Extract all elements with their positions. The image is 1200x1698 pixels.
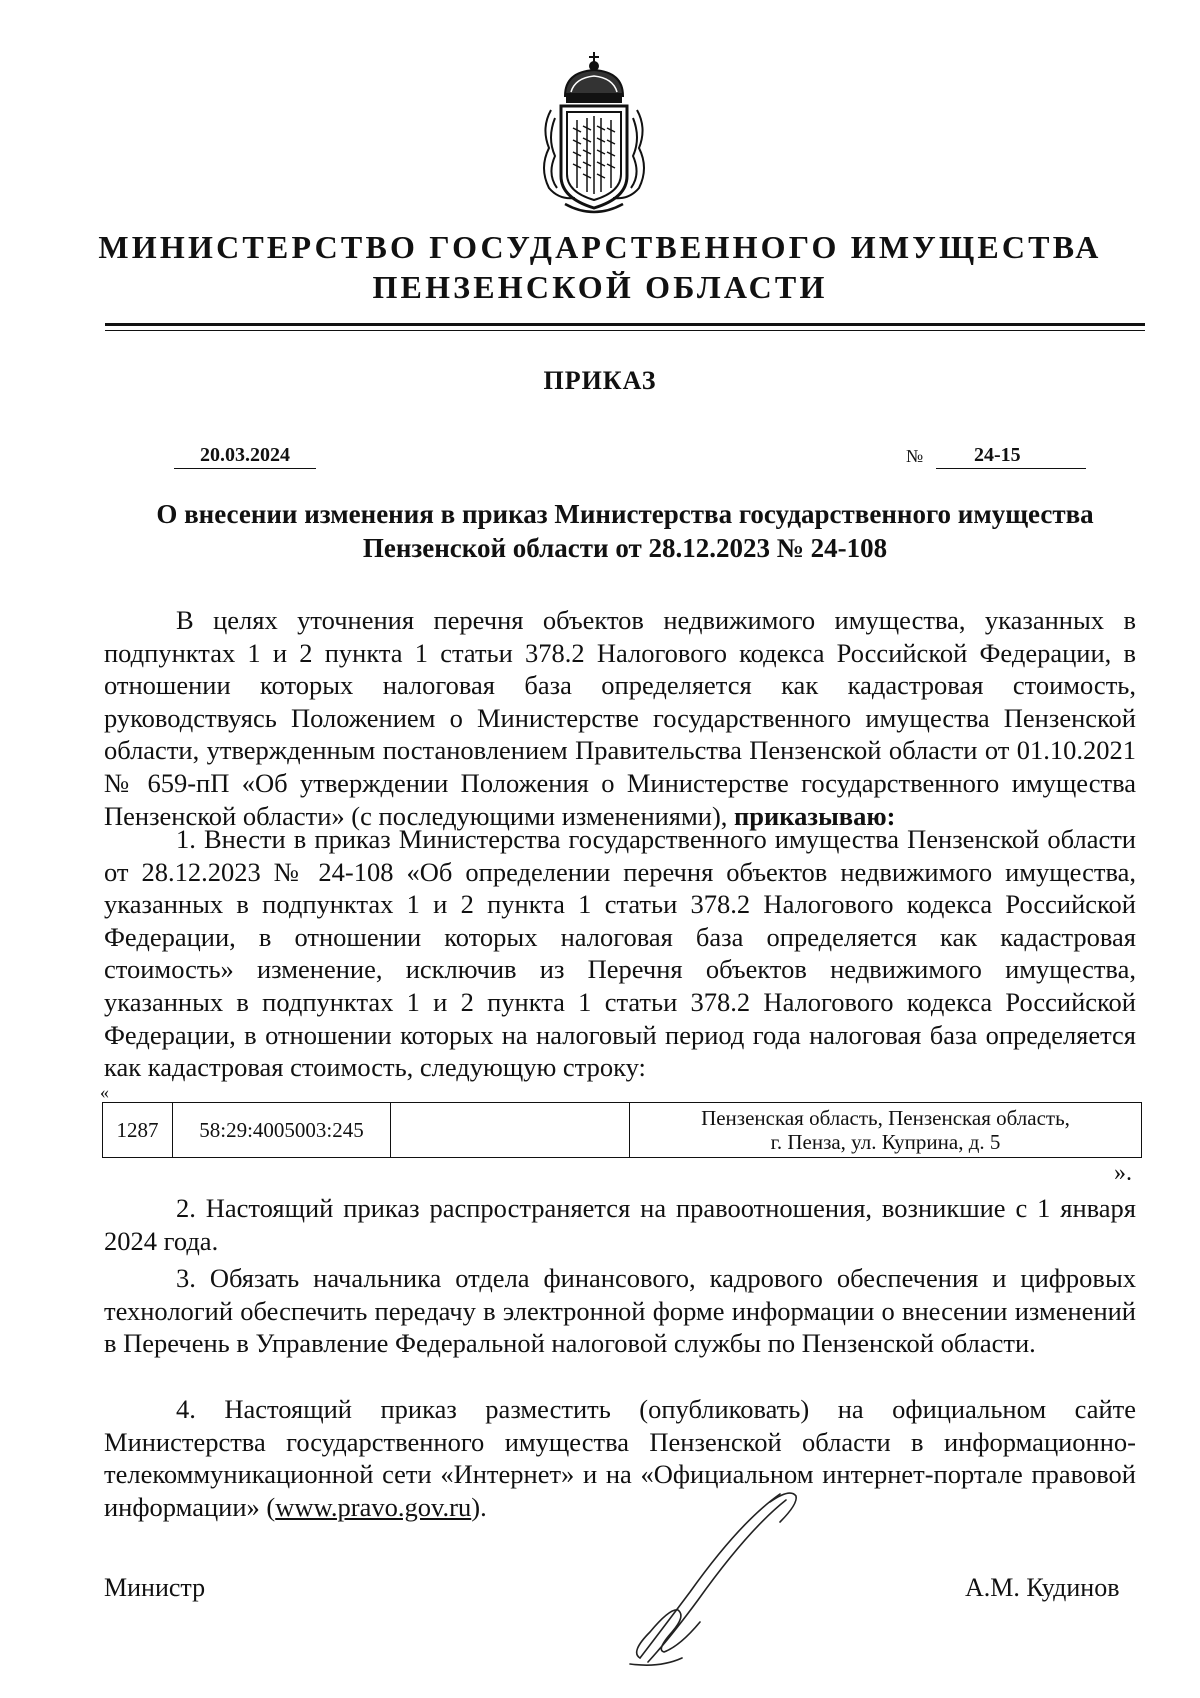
item-2-block bbox=[104, 1192, 1136, 1257]
order-date: 20.03.2024 bbox=[174, 444, 316, 469]
signature-icon bbox=[620, 1482, 820, 1672]
empty-cell bbox=[391, 1103, 630, 1158]
preamble-paragraph bbox=[104, 604, 1136, 832]
signer-role: Министр bbox=[104, 1573, 206, 1602]
header-rule-thin bbox=[105, 330, 1145, 331]
order-subject: О внесении изменения в приказ Министерства государственного имущества Пензенской области от 28.12.2023 № 24-108 bbox=[156, 499, 1094, 563]
preamble-decision: приказываю: bbox=[734, 800, 896, 831]
item-4-end: ). bbox=[471, 1491, 487, 1522]
item-4-text: 4. Настоящий приказ разместить (опубликовать) на официальном сайте Министерства государственного имущества Пензенской области в информационно-телекоммуникационной сети «Интернет» и на «Официальном интернет-портале правовой информации» ( bbox=[104, 1394, 1136, 1522]
signer-name: А.М. Кудинов bbox=[965, 1573, 1120, 1602]
cadastral-number-cell: 58:29:4005003:245 bbox=[173, 1103, 391, 1158]
address-line1: Пензенская область, Пензенская область, bbox=[701, 1106, 1070, 1130]
order-number-sign: № bbox=[906, 446, 924, 466]
item-3-block bbox=[104, 1262, 1136, 1360]
item-1-paragraph: 1. Внести в приказ Министерства государственного имущества Пензенской области от 28.12.2023 № 24-108 «Об определении перечня объектов недвижимого имущества, указанных в подпунктах 1 и 2 пункта 1 статьи 378.2 Налогового кодекса Российской Федерации, в отношении которых налоговая база определяется как кадастровая стоимость» изменение, исключив из Перечня объектов недвижимого имущества, указанных в подпунктах 1 и 2 пункта 1 статьи 378.2 Налогового кодекса Российской Федерации, в отношении которых на налоговый период года налоговая база определяется как кадастровая стоимость, следующую строку: bbox=[104, 824, 1136, 1083]
item-1-block bbox=[104, 823, 1136, 1084]
order-number: 24-15 bbox=[936, 444, 1086, 469]
address-line2: г. Пенза, ул. Куприна, д. 5 bbox=[770, 1130, 1001, 1154]
quote-close: ». bbox=[1114, 1160, 1132, 1186]
preamble-text: В целях уточнения перечня объектов недвижимого имущества, указанных в подпунктах 1 и 2 пункта 1 статьи 378.2 Налогового кодекса Российской Федерации, в отношении которых налоговая база определяется как кадастровая стоимость, руководствуясь Положением о Министерстве государственного имущества Пензенской области, утвержденным постановлением Правительства Пензенской области от 01.10.2021 № 659-пП «Об утверждении Положения о Министерстве государственного имущества Пензенской области» (с последующими изменениями), bbox=[104, 605, 1136, 831]
ministry-name-line1: МИНИСТЕРСТВО ГОСУДАРСТВЕННОГО ИМУЩЕСТВА bbox=[98, 229, 1102, 265]
excluded-row-table bbox=[102, 1102, 1142, 1158]
item-3-paragraph: 3. Обязать начальника отдела финансового, кадрового обеспечения и цифровых технологий обеспечить передачу в электронной форме информации о внесении изменений в Перечень в Управление Федеральной налоговой службы по Пензенской области. bbox=[104, 1263, 1136, 1359]
item-2-paragraph: 2. Настоящий приказ распространяется на правоотношения, возникшие с 1 января 2024 года. bbox=[104, 1193, 1136, 1256]
ministry-name-line2: ПЕНЗЕНСКОЙ ОБЛАСТИ bbox=[372, 269, 828, 305]
preamble-block bbox=[104, 604, 1136, 832]
row-index-cell: 1287 bbox=[103, 1103, 173, 1158]
address-cell bbox=[630, 1103, 1142, 1158]
order-title: ПРИКАЗ bbox=[543, 366, 657, 395]
table-row bbox=[103, 1103, 1142, 1158]
quote-open: « bbox=[100, 1082, 109, 1102]
header-rule-thick bbox=[105, 323, 1145, 326]
coat-of-arms-icon bbox=[535, 48, 653, 218]
pravo-link[interactable]: www.pravo.gov.ru bbox=[275, 1491, 472, 1522]
